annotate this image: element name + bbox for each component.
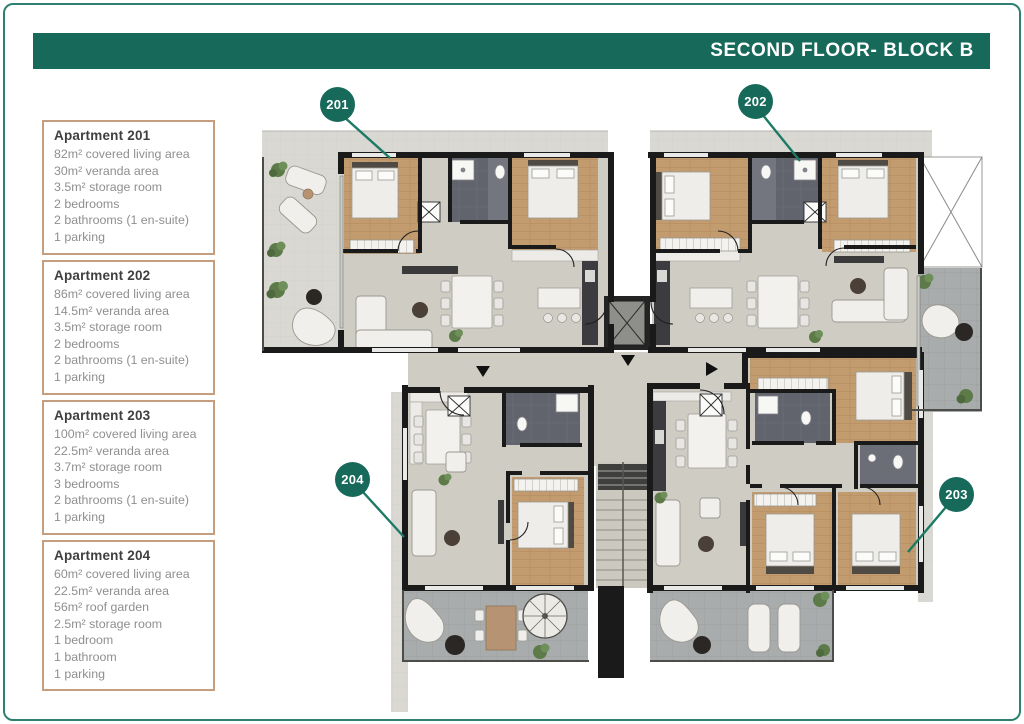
detail-line: 2 bedrooms [54,336,120,351]
unit-badge-202 [738,84,773,119]
detail-line: 3.5m² storage room [54,320,163,335]
detail-line: 60m² covered living area [54,567,190,581]
unit-badge-203-label: 203 [945,487,968,502]
detail-line: 56m² roof garden [54,600,150,615]
detail-line: 30m² veranda area [54,163,159,178]
staircase-icon [596,462,650,588]
detail-line: 86m² covered living area [54,287,190,301]
unit-badge-204 [335,462,370,497]
unit-badge-203 [939,477,974,512]
detail-line: 2.5m² storage room [54,616,163,631]
detail-line: 1 parking [54,666,105,681]
spiral-staircase-icon [523,594,567,638]
detail-line: 100m² covered living area [54,427,197,441]
detail-line: 22.5m² veranda area [54,443,170,458]
detail-line: 2 bathrooms (1 en-suite) [54,493,189,508]
unit-badge-201 [320,87,355,122]
detail-line: 1 parking [54,509,105,524]
page-title: SECOND FLOOR- BLOCK B [710,40,974,61]
detail-line: 1 bathroom [54,649,117,664]
apartment-204-title: Apartment 204 [54,548,151,563]
detail-line: 1 parking [54,369,105,384]
unit-badge-202-label: 202 [744,94,767,109]
unit-badge-204-label: 204 [341,472,364,487]
detail-line: 3.7m² storage room [54,460,163,475]
unit-badge-201-label: 201 [326,97,349,112]
apartment-202-title: Apartment 202 [54,268,151,283]
lightwell [920,157,982,267]
apartment-201-title: Apartment 201 [54,128,151,143]
detail-line: 1 parking [54,229,105,244]
detail-line: 1 bedroom [54,633,114,648]
detail-line: 14.5m² veranda area [54,303,170,318]
detail-line: 82m² covered living area [54,147,190,161]
detail-line: 22.5m² veranda area [54,583,170,598]
detail-line: 2 bathrooms (1 en-suite) [54,213,189,228]
detail-line: 3 bedrooms [54,476,120,491]
detail-line: 2 bathrooms (1 en-suite) [54,353,189,368]
detail-line: 2 bedrooms [54,196,120,211]
apartment-203-title: Apartment 203 [54,408,151,423]
detail-line: 3.5m² storage room [54,180,163,195]
